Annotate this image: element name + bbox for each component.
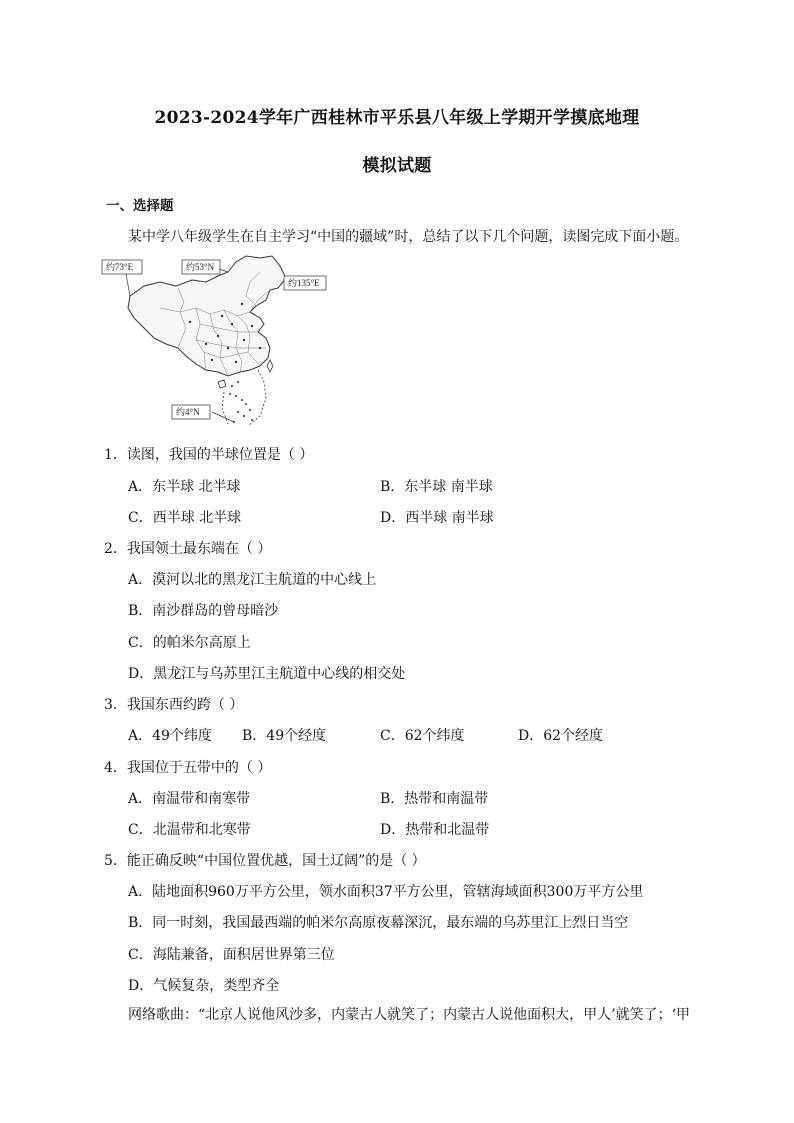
question-5-option-c: C．海陆兼备，面积居世界第三位 <box>128 947 335 963</box>
question-4-option-a: A．南温带和南寒带 <box>128 791 251 807</box>
label-north: 约53°N <box>186 262 215 272</box>
question-3-option-d: D．62个经度 <box>518 728 604 744</box>
label-west: 约73°E <box>106 262 134 272</box>
label-south: 约4°N <box>176 407 200 417</box>
question-1-stem: 1．读图，我国的半球位置是（ ） <box>104 447 314 463</box>
section-heading: 一、选择题 <box>106 198 174 214</box>
intro-paragraph: 某中学八年级学生在自主学习“中国的疆域”时，总结了以下几个问题，读图完成下面小题。 <box>128 229 689 245</box>
question-2-option-d: D．黑龙江与乌苏里江主航道中心线的相交处 <box>128 666 406 682</box>
question-5-option-a: A．陆地面积960万平方公里，领水面积37平方公里，管辖海域面积300万平方公里 <box>128 884 644 900</box>
china-territory-map <box>100 252 360 430</box>
maritime-boundary <box>222 370 266 426</box>
label-east: 约135°E <box>288 278 320 288</box>
question-3-stem: 3．我国东西约跨（ ） <box>104 697 244 713</box>
question-3-option-b: B．49个经度 <box>242 728 327 744</box>
question-5-stem: 5．能正确反映“中国位置优越，国土辽阔”的是（ ） <box>104 853 426 869</box>
question-3-option-c: C．62个纬度 <box>380 728 465 744</box>
question-4-option-b: B．热带和南温带 <box>380 791 489 807</box>
question-3-option-a: A．49个纬度 <box>128 728 212 744</box>
question-2-stem: 2．我国领土最东端在（ ） <box>104 541 272 557</box>
taiwan-island <box>267 360 273 372</box>
exam-title-line-1: 2023-2024学年广西桂林市平乐县八年级上学期开学摸底地理 <box>154 108 640 128</box>
question-4-option-d: D．热带和北温带 <box>380 822 490 838</box>
question-1-option-c: C．西半球 北半球 <box>128 510 242 526</box>
question-2-option-b: B．南沙群岛的曾母暗沙 <box>128 603 279 619</box>
south-sea-islands <box>229 381 253 423</box>
question-2-option-c: C．的帕米尔高原上 <box>128 635 251 651</box>
question-1-option-d: D．西半球 南半球 <box>380 510 494 526</box>
question-1-option-b: B．东半球 南半球 <box>380 479 493 495</box>
question-5-option-b: B．同一时刻，我国最西端的帕米尔高原夜幕深沉，最东端的乌苏里江上烈日当空 <box>128 915 629 931</box>
question-4-option-c: C．北温带和北寒带 <box>128 822 251 838</box>
exam-title-line-2: 模拟试题 <box>362 156 432 176</box>
hainan-island <box>218 380 226 388</box>
question-1-option-a: A．东半球 北半球 <box>128 479 241 495</box>
question-5-option-d: D．气候复杂，类型齐全 <box>128 978 280 994</box>
trailing-paragraph: 网络歌曲：“北京人说他风沙多，内蒙古人就笑了；内蒙古人说他面积大，甲人’就笑了；‘甲 <box>128 1007 691 1023</box>
question-4-stem: 4．我国位于五带中的（ ） <box>104 760 272 776</box>
question-2-option-a: A．漠河以北的黑龙江主航道的中心线上 <box>128 572 377 588</box>
